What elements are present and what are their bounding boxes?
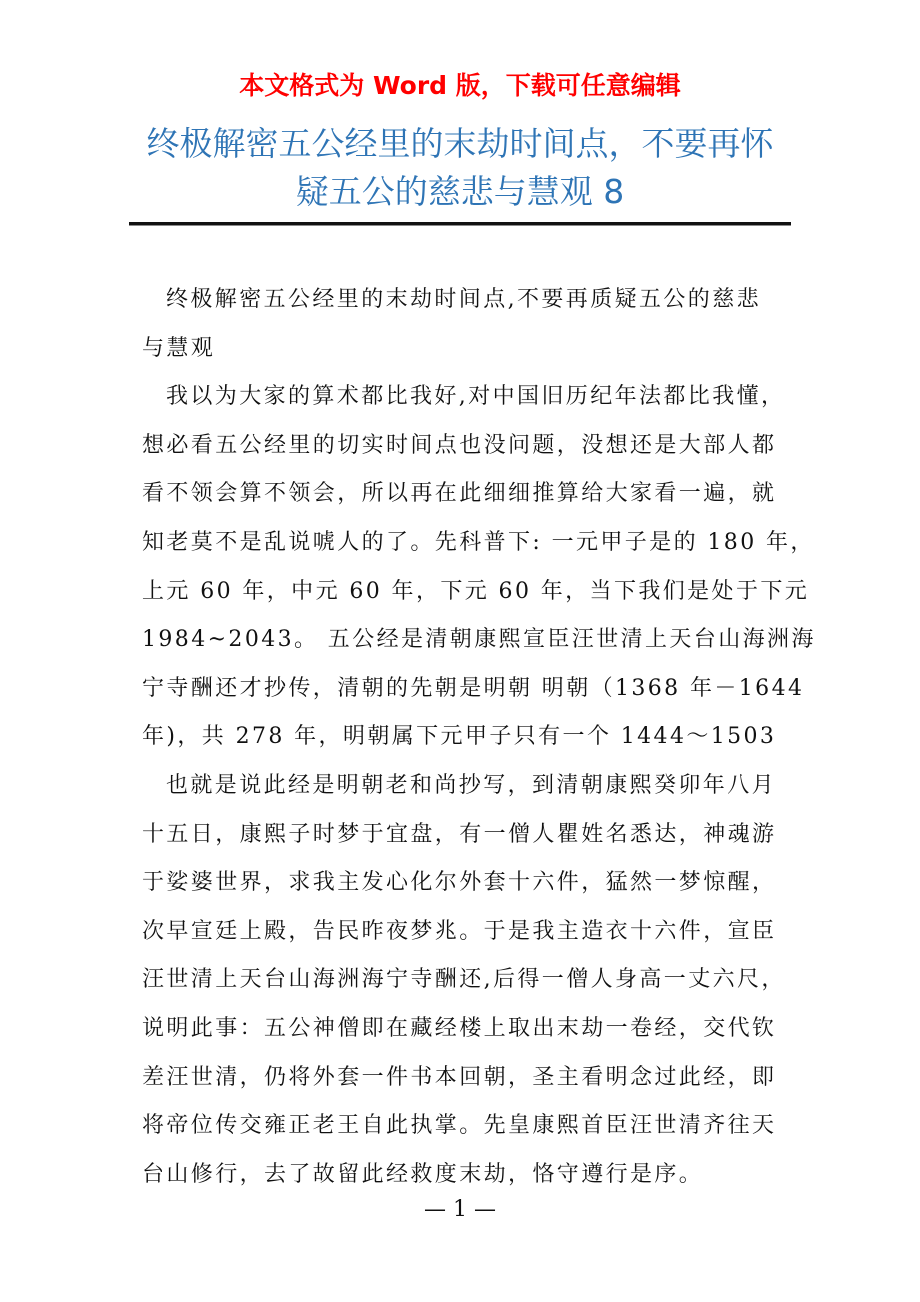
body-line: 与慧观 xyxy=(142,335,216,361)
title-line-1: 终极解密五公经里的末劫时间点，不要再怀 xyxy=(146,124,774,163)
document-body xyxy=(142,280,816,1203)
body-line: 次早宣廷上殿，告民昨夜梦兆。于是我主造衣十六件，宣臣 xyxy=(142,918,777,944)
body-line: 汪世清上天台山海洲海宁寺酬还,后得一僧人身高一丈六尺， xyxy=(142,967,786,993)
body-line: 说明此事：五公神僧即在藏经楼上取出末劫一卷经，交代钦 xyxy=(142,1015,777,1041)
word-format-notice: 本文格式为 Word 版，下载可任意编辑 xyxy=(239,71,681,100)
body-line: 将帝位传交雍正老王自此执掌。先皇康熙首臣汪世清齐往天 xyxy=(142,1113,777,1139)
body-line: 十五日，康熙子时梦于宜盘，有一僧人瞿姓名悉达，神魂游 xyxy=(142,821,777,847)
body-line: 想必看五公经里的切实时间点也没问题，没想还是大部人都 xyxy=(142,432,777,458)
page-number: — 1 — xyxy=(424,1197,496,1222)
body-line: 1984~2043。 五公经是清朝康熙宣臣汪世清上天台山海洲海 xyxy=(142,627,816,653)
paragraph-2 xyxy=(142,377,816,766)
document-title xyxy=(130,120,790,216)
body-line: 台山修行，去了故留此经救度末劫，恪守遵行是序。 xyxy=(142,1161,704,1187)
body-line: 我以为大家的算术都比我好,对中国旧历纪年法都比我懂， xyxy=(166,384,786,410)
paragraph-3 xyxy=(142,766,792,1203)
body-line: 于娑婆世界，求我主发心化尔外套十六件，猛然一梦惊醒， xyxy=(142,870,777,896)
paragraph-1 xyxy=(142,280,792,377)
body-line: 知老莫不是乱说唬人的了。先科普下: 一元甲子是的 180 年， xyxy=(142,529,815,555)
body-line: 也就是说此经是明朝老和尚抄写，到清朝康熙癸卯年八月 xyxy=(166,772,777,798)
title-line-2: 疑五公的慈悲与慧观 8 xyxy=(295,172,625,211)
title-divider xyxy=(129,222,791,226)
body-line: 终极解密五公经里的末劫时间点,不要再质疑五公的慈悲 xyxy=(166,287,761,312)
body-line: 看不领会算不领会，所以再在此细细推算给大家看一遍，就 xyxy=(142,481,777,507)
body-line: 上元 60 年，中元 60 年，下元 60 年，当下我们是处于下元 xyxy=(142,578,810,604)
body-line: 差汪世清，仍将外套一件书本回朝，圣主看明念过此经，即 xyxy=(142,1064,777,1090)
body-line: 年)，共 278 年，明朝属下元甲子只有一个 1444～1503 xyxy=(142,724,777,750)
body-line: 宁寺酬还才抄传，清朝的先朝是明朝 明朝（1368 年－1644 xyxy=(142,675,805,701)
